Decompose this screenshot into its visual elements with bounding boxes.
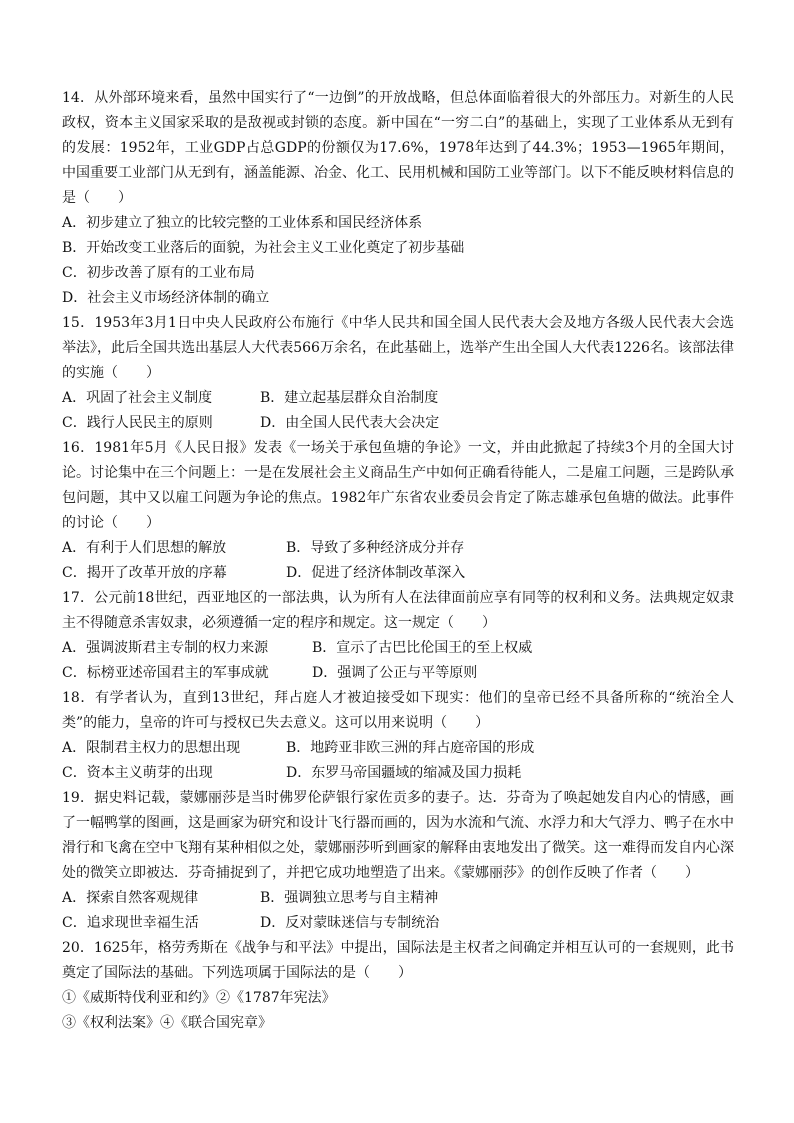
question-18 (62, 686, 734, 786)
option-d: D．反对蒙昧迷信与专制统治 (260, 915, 440, 931)
option-row (62, 886, 734, 911)
option-b: B．导致了多种经济成分并存 (286, 540, 465, 556)
option-a: A．巩固了社会主义制度 (62, 390, 213, 406)
question-stem: 18．有学者认为，直到13世纪，拜占庭人才被迫接受如下现实：他们的皇帝已经不具备所称的“统治全人类”的能力，皇帝的许可与授权已失去意义。这可以用来说明（ ） (62, 690, 734, 731)
option-c: C．揭开了改革开放的序幕 (62, 565, 227, 581)
option-c: C．追求现世幸福生活 (62, 915, 199, 931)
option-c: C．初步改善了原有的工业布局 (62, 265, 255, 281)
option-row (62, 736, 734, 761)
option-a: A．初步建立了独立的比较完整的工业体系和国民经济体系 (62, 215, 423, 231)
option-a: A．探索自然客观规律 (62, 890, 199, 906)
question-19 (62, 786, 734, 936)
statement-row: ③《权利法案》④《联合国宪章》 (62, 1015, 272, 1031)
option-c: C．标榜亚述帝国君主的军事成就 (62, 665, 269, 681)
question-16 (62, 436, 734, 586)
exam-page (62, 86, 734, 1036)
question-15 (62, 311, 734, 436)
option-row (62, 411, 734, 436)
question-stem: 16．1981年5月《人民日报》发表《一场关于承包鱼塘的争论》一文，并由此掀起了持续3个月的全国大讨论。讨论集中在三个问题上：一是在发展社会主义商品生产中如何正确看待能人，二是雇工问题，三是跨队承包问题，其中又以雇工问题为争论的焦点。1982年广东省农业委员会肯定了陈志雄承包鱼塘的做法。此事件的讨论（ ） (62, 440, 734, 531)
option-row (62, 911, 734, 936)
question-stem: 19．据史料记载，蒙娜丽莎是当时佛罗伦萨银行家佐贡多的妻子。达．芬奇为了唤起她发自内心的情感，画了一幅鸭掌的图画，这是画家为研究和设计飞行器而画的，因为水流和气流、水浮力和大气浮力、鸭子在水中滑行和飞禽在空中飞翔有某种相似之处，蒙娜丽莎听到画家的解释由衷地发出了微笑。这一难得而发自内心深处的微笑立即被达．芬奇捕捉到了，并把它成功地塑造了出来。《蒙娜丽莎》的创作反映了作者（ ） (62, 790, 734, 881)
option-b: B．强调独立思考与自主精神 (260, 890, 439, 906)
option-a: A．有利于人们思想的解放 (62, 540, 227, 556)
option-row (62, 761, 734, 786)
option-d: D．由全国人民代表大会决定 (260, 415, 440, 431)
question-17 (62, 586, 734, 686)
option-a: A．限制君主权力的思想出现 (62, 740, 241, 756)
option-row (62, 386, 734, 411)
option-b: B．建立起基层群众自治制度 (260, 390, 439, 406)
question-20 (62, 936, 734, 1036)
option-row (62, 636, 734, 661)
option-d: D．强调了公正与平等原则 (312, 665, 478, 681)
option-row (62, 661, 734, 686)
option-c: C．践行人民民主的原则 (62, 415, 213, 431)
question-stem: 20．1625年，格劳秀斯在《战争与和平法》中提出，国际法是主权者之间确定并相互认可的一套规则，此书奠定了国际法的基础。下列选项属于国际法的是（ ） (62, 940, 734, 981)
option-row (62, 536, 734, 561)
option-c: C．资本主义萌芽的出现 (62, 765, 213, 781)
option-b: B．地跨亚非欧三洲的拜占庭帝国的形成 (286, 740, 535, 756)
option-b: B．开始改变工业落后的面貌，为社会主义工业化奠定了初步基础 (62, 240, 465, 256)
question-stem: 15．1953年3月1日中央人民政府公布施行《中华人民共和国全国人民代表大会及地方各级人民代表大会选举法》，此后全国共选出基层人大代表566万余名，在此基础上，选举产生出全国人大代表1226名。该部法律的实施（ ） (62, 315, 734, 381)
option-row (62, 561, 734, 586)
question-stem: 17．公元前18世纪，西亚地区的一部法典，认为所有人在法律面前应享有同等的权利和义务。法典规定奴隶主不得随意杀害奴隶，必须遵循一定的程序和规定。这一规定（ ） (62, 590, 734, 631)
option-d: D．社会主义市场经济体制的确立 (62, 290, 270, 306)
option-b: B．宣示了古巴比伦国王的至上权威 (312, 640, 533, 656)
statement-row: ①《威斯特伐利亚和约》②《1787年宪法》 (62, 990, 336, 1006)
question-stem: 14．从外部环境来看，虽然中国实行了“一边倒”的开放战略，但总体面临着很大的外部压力。对新生的人民政权，资本主义国家采取的是敌视或封锁的态度。新中国在“一穷二白”的基础上，实现了工业体系从无到有的发展：1952年，工业GDP占总GDP的份额仅为17.6%，1978年达到了44.3%；1953—1965年期间，中国重要工业部门从无到有，涵盖能源、冶金、化工、民用机械和国防工业等部门。以下不能反映材料信息的是（ ） (62, 90, 734, 206)
option-d: D．东罗马帝国疆域的缩减及国力损耗 (286, 765, 522, 781)
option-a: A．强调波斯君主专制的权力来源 (62, 640, 269, 656)
option-d: D．促进了经济体制改革深入 (286, 565, 466, 581)
question-14 (62, 86, 734, 311)
